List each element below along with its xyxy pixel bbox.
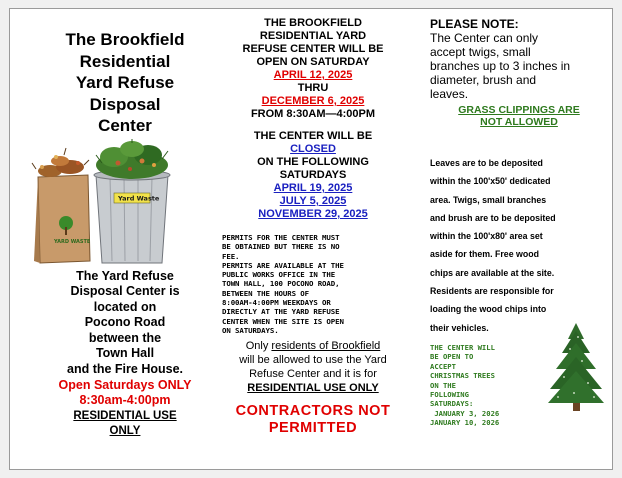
residents-line (218, 339, 408, 353)
yard-waste-bag-and-can-image (30, 139, 220, 267)
contractors-line: PERMITTED (268, 420, 358, 437)
leaves-line: aside for them. Free wood (430, 249, 540, 260)
leaves-line: chips are available at the site. (430, 267, 555, 278)
contractors-not-permitted (218, 403, 408, 437)
residential-use-line: ONLY (109, 425, 141, 438)
right-column (430, 9, 608, 428)
yard-waste-illustration (30, 139, 220, 267)
can-label: Yard Waste (118, 194, 160, 202)
heading-line: REFUSE CENTER WILL BE (242, 43, 384, 55)
title-line: Center (98, 116, 152, 135)
location-text (30, 269, 220, 441)
permit-info (222, 233, 408, 335)
note-title: PLEASE NOTE: (430, 17, 519, 31)
xmas-line: BE OPEN TO (430, 352, 474, 362)
leaves-line: area. Twigs, small branches (430, 194, 547, 205)
residential-use-line: RESIDENTIAL USE (73, 409, 177, 422)
residential-use-only: RESIDENTIAL USE ONLY (247, 382, 379, 395)
xmas-line: THE CENTER WILL (430, 342, 495, 352)
leaves-line: their vehicles. (430, 322, 489, 333)
residents-only-text (218, 339, 408, 395)
leaves-pile-icon (32, 148, 89, 177)
closed-outro-line: ON THE FOLLOWING (257, 156, 369, 168)
leaves-line: within the 100'x50' dedicated (430, 176, 551, 187)
schedule-heading (218, 17, 408, 221)
permit-line: BE OBTAINED BUT THERE IS NO (222, 242, 340, 252)
flyer-page (9, 8, 613, 470)
location-line: Disposal Center is (70, 284, 180, 299)
leaves-line: loading the wood chips into (430, 304, 547, 315)
leaves-info (430, 154, 608, 337)
heading-line: RESIDENTIAL YARD (259, 30, 367, 42)
permit-line: CENTER WHEN THE SITE IS OPEN (222, 316, 344, 326)
flyer-title (30, 29, 220, 137)
note-line: branches up to 3 inches in (430, 59, 571, 73)
permit-line: PERMITS FOR THE CENTER MUST (222, 233, 340, 242)
permit-line: PERMITS ARE AVAILABLE AT THE (222, 260, 344, 270)
contractors-line: CONTRACTORS NOT (235, 403, 391, 420)
xmas-line: ON THE (430, 380, 456, 390)
bag-label: YARD WASTE (54, 238, 91, 245)
permit-line: PUBLIC WORKS OFFICE IN THE (222, 270, 336, 280)
title-line: The Brookfield (65, 30, 185, 49)
closed-date: JULY 5, 2025 (279, 195, 347, 207)
xmas-line: FOLLOWING (430, 390, 469, 399)
middle-column (218, 9, 408, 437)
christmas-tree-info (430, 343, 526, 428)
residents-line: Refuse Center and it is for (249, 368, 377, 381)
only-text: Only (245, 340, 272, 353)
note-body (430, 31, 608, 101)
thru-text: THRU (297, 82, 329, 94)
hours-text: FROM 8:30AM—4:00PM (250, 108, 376, 120)
closed-text: CLOSED (290, 143, 336, 155)
please-note (430, 17, 608, 101)
leaves-line: Leaves are to be deposited (430, 158, 543, 168)
permit-line: ON SATURDAYS. (222, 325, 279, 335)
closed-date: NOVEMBER 29, 2025 (258, 208, 368, 220)
xmas-line: SATURDAYS: (430, 399, 474, 409)
leaves-line: within the 100'x80' area set (430, 231, 543, 242)
location-line: Pocono Road (84, 315, 166, 330)
permit-line: 8:00AM-4:00PM WEEKDAYS OR (222, 298, 331, 308)
title-line: Residential (79, 51, 171, 71)
open-hours-text: 8:30am-4:00pm (79, 393, 171, 408)
title-line: Disposal (89, 94, 161, 114)
location-line: between the (88, 330, 162, 345)
location-line: located on (93, 299, 157, 314)
note-line: diameter, brush and (430, 73, 537, 87)
heading-line: OPEN ON SATURDAY (256, 56, 370, 68)
grass-line: NOT ALLOWED (480, 116, 558, 128)
residents-line: will be allowed to use the Yard (239, 354, 387, 367)
title-line: Yard Refuse (75, 73, 175, 92)
paper-bag-icon (34, 175, 91, 263)
left-column (30, 9, 220, 440)
yard-clippings-icon (96, 139, 168, 179)
permit-line: DIRECTLY AT THE YARD REFUSE (222, 307, 340, 317)
note-line: The Center can only (430, 31, 539, 45)
permit-line: BETWEEN THE HOURS OF (222, 288, 309, 298)
open-days-text: Open Saturdays ONLY (58, 377, 192, 392)
closed-intro: THE CENTER WILL BE (253, 130, 373, 142)
xmas-line: ACCEPT (430, 361, 456, 371)
start-date: APRIL 12, 2025 (273, 69, 353, 81)
christmas-tree-icon (548, 321, 604, 413)
residents-of-brookfield: residents of Brookfield (271, 340, 381, 353)
end-date: DECEMBER 6, 2025 (261, 95, 365, 107)
trash-can-icon (94, 170, 170, 263)
permit-line: FEE. (222, 251, 240, 261)
location-line: and the Fire House. (67, 362, 183, 377)
closed-date: APRIL 19, 2025 (273, 182, 353, 194)
note-line: leaves. (430, 87, 469, 101)
note-line: accept twigs, small (430, 45, 531, 59)
closed-outro-line: SATURDAYS (279, 169, 347, 181)
xmas-date: JANUARY 3, 2026 (430, 408, 500, 418)
leaves-line: Residents are responsible for (430, 286, 554, 297)
heading-line: THE BROOKFIELD (264, 17, 362, 29)
location-line: Town Hall (95, 346, 155, 361)
permit-line: TOWN HALL, 100 POCONO ROAD, (222, 279, 340, 289)
grass-clippings-warning (430, 104, 608, 128)
leaves-line: and brush are to be deposited (430, 212, 556, 223)
grass-line: GRASS CLIPPINGS ARE (458, 104, 580, 116)
xmas-date: JANUARY 10, 2026 (430, 418, 500, 428)
location-line: The Yard Refuse (76, 268, 174, 283)
xmas-line: CHRISTMAS TREES (430, 371, 495, 381)
